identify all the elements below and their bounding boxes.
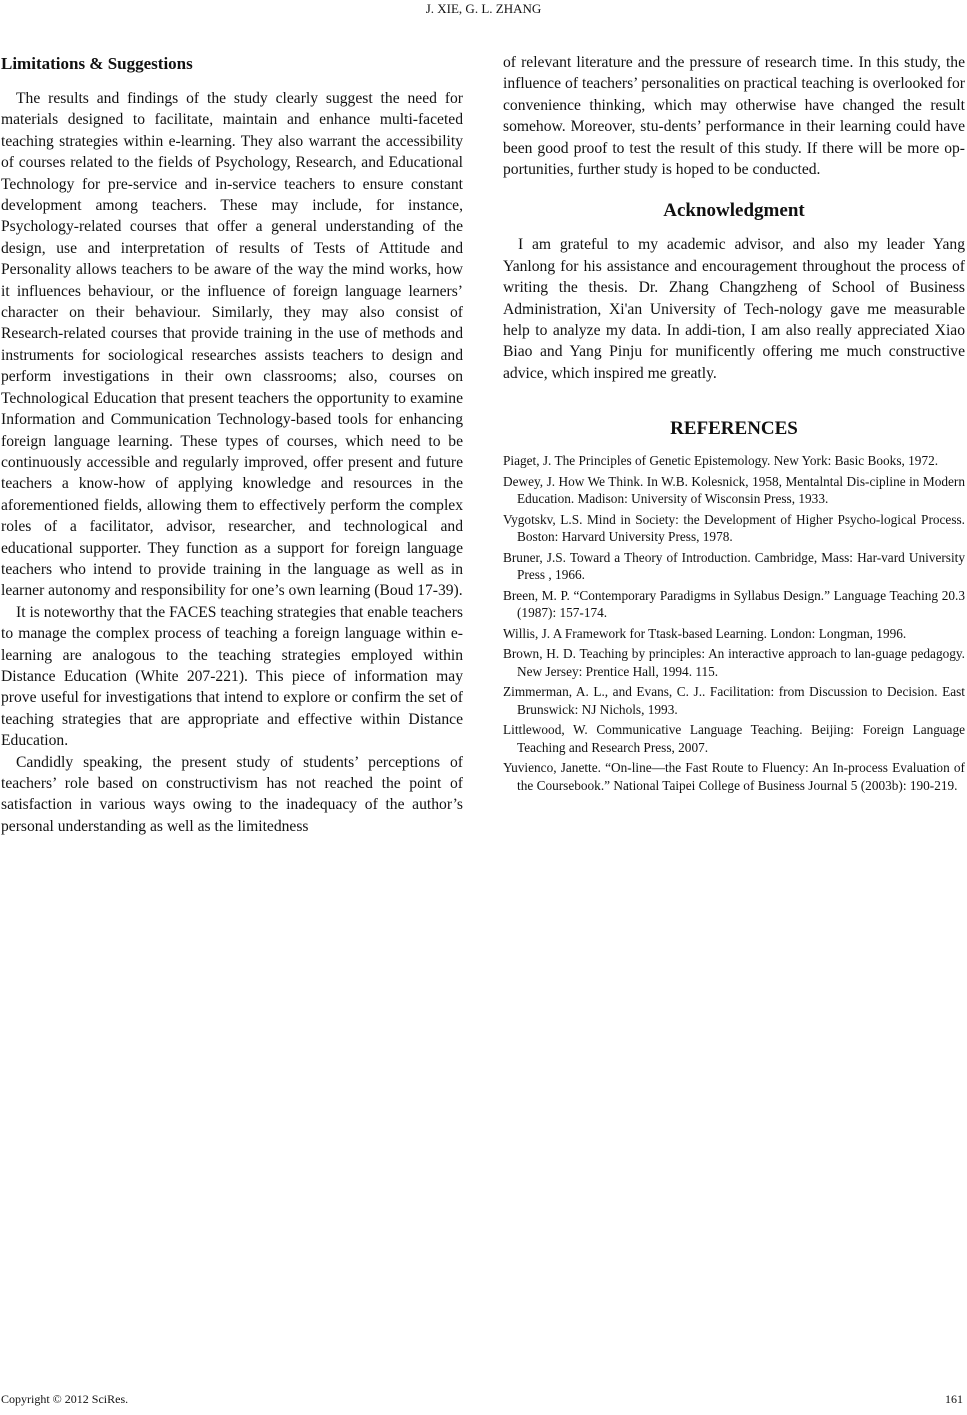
reference-item: Littlewood, W. Communicative Language Teaching. Beijing: Foreign Language Teaching and Research Press, 2007. — [503, 722, 965, 755]
paragraph-continuation: of relevant literature and the pressure of research time. In this study, the influence of teachers’ personalities on practical teaching is overlooked for convenience thinking, which may otherwise have changed the result somehow. Moreover, stu-dents’ performance in their learning could have been good proof to test the result of this study. If there will be more op-portunities, further study is hoped to be conducted. — [503, 54, 965, 179]
reference-item: Willis, J. A Framework for Ttask-based Learning. London: Longman, 1996. — [503, 625, 907, 641]
paragraph: The results and findings of the study clearly suggest the need for materials designed to facilitate, maintain and enhance multi-faceted teaching strategies within e-learning. They also warrant the accessibility of courses related to the fields of Psychology, Research, and Educational Technology for pre-service and in-service teachers to ensure constant development among teachers. These may include, for instance, Psychology-related courses that offer a general understanding of the design, use and interpretation of results of Tests of Attitude and Personality allows teachers to be aware of the way the mind works, how it influences behaviour, or the influence of foreign language learners’ character on their behaviour. Similarly, they may also consist of Research-related courses that provide training in the use of methods and instruments for sociological researches assists teachers to design and perform investigations in their own classrooms; also, courses on Technological Education that present teachers the opportunity to examine Information and Communication Technology-based tools for enhancing foreign language learning. These types of courses, which need to be continuously accessible and regularly improved, offer present and future teachers a know-how of applying knowledge and resources in the aforementioned fields, allowing them to effectively perform the complex roles of a facilitator, advisor, researcher, and technological and educational supporter. They function as a support for foreign language teachers who intend to provide training in the language as well as in learner autonomy and responsibility for one’s own learning (Boud 17-39). — [1, 90, 463, 600]
reference-item: Yuvienco, Janette. “On-line—the Fast Route to Fluency: An In-process Evaluation of the Coursebook.” National Taipei College of Business Journal 5 (2003b): 190-219. — [503, 760, 965, 793]
reference-item: Piaget, J. The Principles of Genetic Epistemology. New York: Basic Books, 1972. — [503, 453, 939, 469]
reference-item: Vygotskv, L.S. Mind in Society: the Development of Higher Psycho-logical Process. Boston: Harvard University Press, 1978. — [503, 511, 965, 545]
copyright-footer: Copyright © 2012 SciRes. — [1, 1392, 129, 1406]
reference-item: Brown, H. D. Teaching by principles: An interactive approach to lan-guage pedagogy. New Jersey: Prentice Hall, 1994. 115. — [503, 646, 965, 679]
page-number: 161 — [945, 1392, 963, 1406]
reference-item: Breen, M. P. “Contemporary Paradigms in Syllabus Design.” Language Teaching 20.3 (1987): 157-174. — [503, 587, 965, 621]
paragraph: Candidly speaking, the present study of students’ perceptions of teachers’ role based on constructivism has not reached the point of satisfaction in various ways owing to the inadequacy of the author’s personal understanding as well as the limitedness — [1, 753, 463, 835]
references-heading: REFERENCES — [670, 418, 798, 440]
reference-list — [503, 452, 965, 794]
acknowledgment-heading: Acknowledgment — [663, 200, 805, 222]
reference-item: Bruner, J.S. Toward a Theory of Introduction. Cambridge, Mass: Har-vard University Press , 1966. — [503, 549, 965, 583]
right-column — [503, 52, 965, 797]
section-heading-limitations: Limitations & Suggestions — [1, 54, 193, 73]
acknowledgment-text: I am grateful to my academic advisor, and also my leader Yang Yanlong for his assistance and encouragement throughout the process of writing the thesis. Dr. Zhang Changzheng of School of Business Administration, Xi'an University of Tech-nology gave me measurable help to analyze my data. In addi-tion, I am also really appreciated Xiao Biao and Yang Pinju for munificently offering me much constructive advice, which inspired me greatly. — [503, 236, 965, 382]
paragraph: It is noteworthy that the FACES teaching strategies that enable teachers to manage the complex process of teaching a foreign language within e-learning are analogous to the teaching strategies employed within Distance Education (White 207-221). This piece of information may prove useful for investigations that intend to explore or confirm the set of teaching strategies that are appropriate and effective within Distance Education. — [1, 603, 463, 750]
reference-item: Dewey, J. How We Think. In W.B. Kolesnick, 1958, Mentalntal Dis-cipline in Modern Education. Madison: University of Wisconsin Press, 1933. — [503, 473, 965, 507]
left-column — [1, 50, 463, 837]
running-header: J. XIE, G. L. ZHANG — [425, 1, 542, 16]
reference-item: Zimmerman, A. L., and Evans, C. J.. Facilitation: from Discussion to Decision. East Brunswick: NJ Nichols, 1993. — [503, 684, 965, 717]
